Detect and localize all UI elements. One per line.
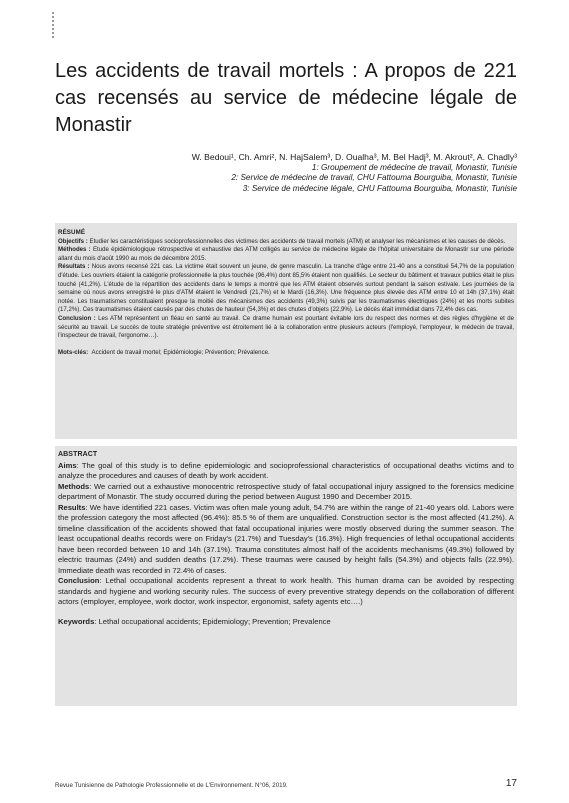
resume-methodes: [58, 246, 514, 263]
resume-box: [55, 223, 517, 439]
objectifs-label: Objectifs :: [58, 237, 88, 245]
abstract-methods: [58, 482, 514, 503]
resume-heading: RÉSUMÉ: [58, 229, 86, 236]
conclusion-text-en: : Lethal occupational accidents represent a threat to work health. This human drama can be avoided by respecting standards and hygiene and working security rules. The success of every preventive strategy depends on the collaboration of different actors (employer, employee, work doctor, work inspector, ergonomist, safety agents etc….): [58, 576, 514, 606]
abstract-heading: ABSTRACT: [58, 451, 98, 458]
aims-text: : The goal of this study is to define epidemiologic and socioprofessional characteristics of occupational deaths victims and to analyze the procedures and causes of death by work accident.: [58, 460, 514, 480]
abstract-results: [58, 503, 514, 577]
results-label: Results: [58, 502, 86, 512]
resume-conclusion: [58, 315, 514, 341]
methods-text: : We carried out a exhaustive monocentric retrospective study of fatal occupational injury assigned to the forensics medicine department of Monastir. The study occurred during the period between August 1990 and December 2015.: [58, 481, 514, 501]
mots-cles-label: Mots-clés:: [58, 348, 89, 356]
resume-objectifs: [58, 238, 514, 247]
abstract-keywords: [58, 617, 514, 628]
objectifs-text: Etudier les caractéristiques socioprofessionnelles des victimes des accidents de travail mortels (ATM) et analyser les mécanismes et les causes de décès.: [89, 237, 506, 245]
abstract-conclusion: [58, 576, 514, 608]
resultats-text: Nous avons recensé 221 cas. La victime était souvent un jeune, de genre masculin. La tranche d'âge entre 21-40 ans a constitué 54,7% de la population d'étude. Les ouvriers étaient la catégorie professionnelle la plus touchée (96,4%) dont 85,5% étaient non qualifiés. Le secteur du bâtiment et travaux publics était le plus touché (41,2%). L'étude de la répartition des accidents dans le temps a montré que les ATM étaient observés surtout pendant la saison estivale. Les journées de la semaine où nous avons enregistré le plus d'ATM étaient le Vendredi (21,7%) et le Mardi (16,3%). Une fréquence plus élevée des ATM entre 10 et 14h (37,1%) était notée. Les traumatismes constituaient presque la moitié des mécanismes des accidents (49,3%) suivis par les traumatismes électriques (24%) et les morts subites (17,2%). Ces traumatismes étaient causés par des chutes de hauteur (54,3%) et des chutes d'objets (22,9%). Le décès était immédiat dans 72,4% des cas.: [58, 263, 514, 314]
mots-cles-text: Accident de travail mortel; Epidémiologie; Prévention; Prévalence.: [91, 348, 270, 356]
keywords-label: Keywords: [58, 616, 95, 626]
conclusion-text-fr: Les ATM représentent un fléau en santé au travail. Ce drame humain est pourtant évitable lors du respect des normes et des règles d'hygiène et de sécurité au travail. Le succès de toute stratégie préventive est étroitement lié à la collaboration entre plusieurs acteurs (l'employé, l'employeur, le médecin de travail, l'inspecteur de travail, l'ergonome…).: [58, 314, 514, 340]
article-title: Les accidents de travail mortels : A propos de 221 cas recensés au service de médecine légale de Monastir: [55, 60, 517, 136]
conclusion-label-fr: Conclusion :: [58, 314, 96, 322]
margin-dotted-line: [52, 12, 56, 38]
resume-keywords: [58, 349, 514, 358]
keywords-text: : Lethal occupational accidents; Epidemiology; Prevention; Prevalence: [94, 616, 331, 626]
abstract-box: [55, 446, 517, 706]
resume-resultats: [58, 263, 514, 315]
affiliation-2: 2: Service de médecine de travail, CHU Fattouma Bourguiba, Monastir, Tunisie: [231, 173, 517, 183]
affiliation-1: 1: Groupement de médecine de travail, Monastir, Tunisie: [311, 162, 517, 172]
methodes-text: Etude épidémiologique rétrospective et exhaustive des ATM colligés au service de médecine légale de l'hôpital universitaire de Monastir sur une période allant du mois d'août 1990 au mois de décembre 2015.: [58, 246, 514, 262]
resultats-label: Résultats :: [58, 263, 90, 271]
journal-footer: Revue Tunisienne de Pathologie Professionnelle et de L'Environnement. N°06, 2019.: [55, 782, 288, 789]
page-number: 17: [505, 778, 517, 789]
author-list: W. Bedoui¹, Ch. Amri², N. HajSalem³, D. Oualha³, M. Bel Hadj³, M. Akrout², A. Chadly³: [191, 152, 517, 162]
results-text: : We have identified 221 cases. Victim was often male young adult, 54.7% are within the range of 21-40 years old. Labors were the profession category the most affected (96.4%): 85.5 % of them are unqualified. Construction sector is the most affected (41.2%). A timeline classification of the accidents showed that fatal occupational injuries were mostly observed during the summer season. The least occupational deaths records were on Friday's (21.7%) and Tuesday's (16.3%). High frequencies of lethal occupational accidents have been recorded between 10 and 14h (37.1%). Trauma constitutes almost half of the accidents mechanisms (49.3%) followed by electric traumas (24%) and sudden deaths (17.2%). These traumas were caused by height falls (54.3%) and objects falls (22.9%). Immediate death was recorded in 72.4% of cases.: [58, 502, 514, 575]
author-block: [150, 152, 517, 194]
methods-label: Methods: [58, 481, 90, 491]
affiliation-3: 3: Service de médecine légale, CHU Fattouma Bourguiba, Monastir, Tunisie: [242, 183, 517, 193]
abstract-aims: [58, 461, 514, 482]
methodes-label: Méthodes :: [58, 246, 91, 254]
aims-label: Aims: [58, 460, 77, 470]
conclusion-label-en: Conclusion: [58, 576, 100, 585]
